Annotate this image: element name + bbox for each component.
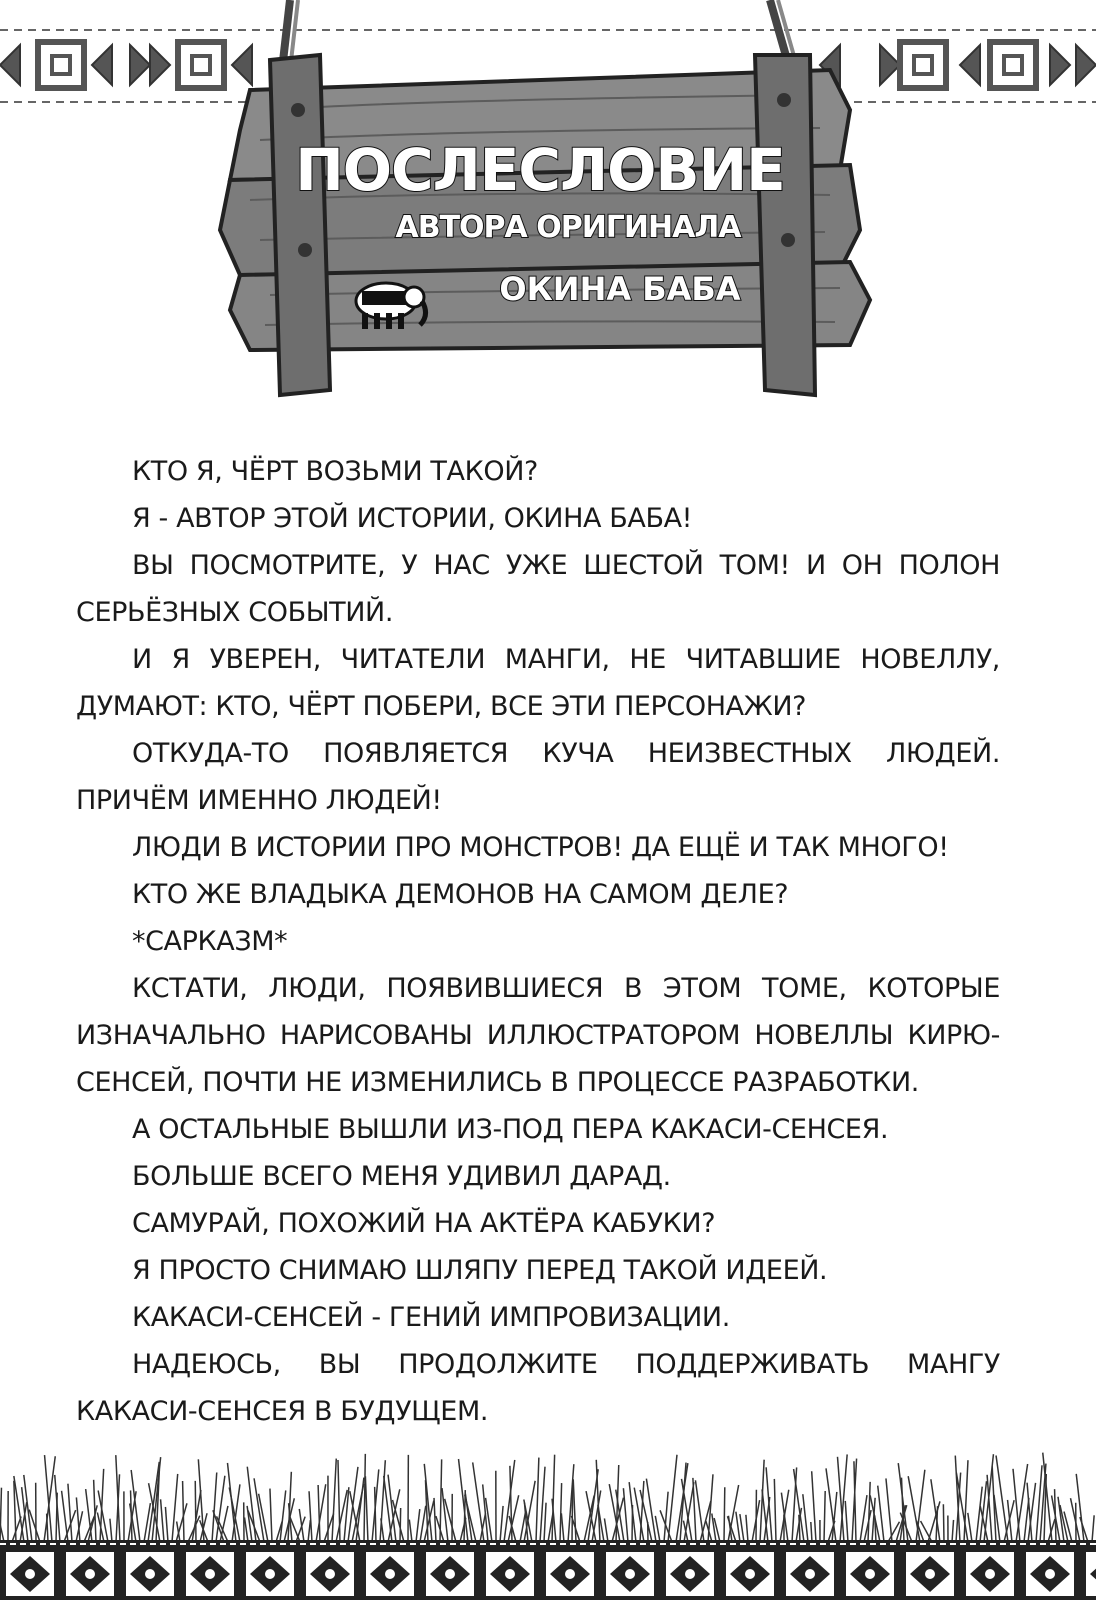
paragraph: Я - АВТОР ЭТОЙ ИСТОРИИ, ОКИНА БАБА!	[132, 503, 693, 534]
paragraph: КСТАТИ, ЛЮДИ, ПОЯВИВШИЕСЯ В ЭТОМ ТОМЕ, КОТОРЫЕ ИЗНАЧАЛЬНО НАРИСОВАНЫ ИЛЛЮСТРАТОРОМ НОВЕЛЛЫ КИРЮ-СЕНСЕЙ, ПОЧТИ НЕ ИЗМЕНИЛИСЬ В ПРОЦЕССЕ РАЗРАБОТКИ.	[76, 973, 1000, 1098]
paragraph: САМУРАЙ, ПОХОЖИЙ НА АКТЁРА КАБУКИ?	[132, 1208, 716, 1239]
paragraph: ЛЮДИ В ИСТОРИИ ПРО МОНСТРОВ! ДА ЕЩЁ И ТАК МНОГО!	[132, 832, 949, 863]
paragraph: ОТКУДА-ТО ПОЯВЛЯЕТСЯ КУЧА НЕИЗВЕСТНЫХ ЛЮДЕЙ. ПРИЧЁМ ИМЕННО ЛЮДЕЙ!	[76, 738, 1000, 816]
paragraph: ВЫ ПОСМОТРИТЕ, У НАС УЖЕ ШЕСТОЙ ТОМ! И ОН ПОЛОН СЕРЬЁЗНЫХ СОБЫТИЙ.	[76, 550, 1000, 628]
page-title: ПОСЛЕСЛОВИЕ	[295, 136, 785, 204]
paragraph: НАДЕЮСЬ, ВЫ ПРОДОЛЖИТЕ ПОДДЕРЖИВАТЬ МАНГУ КАКАСИ-СЕНСЕЯ В БУДУЩЕМ.	[76, 1349, 1000, 1427]
elephant-icon	[352, 275, 432, 335]
paragraph: И Я УВЕРЕН, ЧИТАТЕЛИ МАНГИ, НЕ ЧИТАВШИЕ НОВЕЛЛУ, ДУМАЮТ: КТО, ЧЁРТ ПОБЕРИ, ВСЕ ЭТИ ПЕРСОНАЖИ?	[76, 644, 1000, 722]
paragraph: КТО Я, ЧЁРТ ВОЗЬМИ ТАКОЙ?	[132, 456, 538, 487]
paragraph: КАКАСИ-СЕНСЕЙ - ГЕНИЙ ИМПРОВИЗАЦИИ.	[132, 1302, 730, 1333]
paragraph: Я ПРОСТО СНИМАЮ ШЛЯПУ ПЕРЕД ТАКОЙ ИДЕЕЙ.	[132, 1255, 828, 1286]
paragraph: БОЛЬШЕ ВСЕГО МЕНЯ УДИВИЛ ДАРАД.	[132, 1161, 671, 1192]
bottom-grass-border	[0, 1440, 1096, 1600]
wooden-sign	[210, 0, 890, 400]
paragraph: А ОСТАЛЬНЫЕ ВЫШЛИ ИЗ-ПОД ПЕРА КАКАСИ-СЕНСЕЯ.	[132, 1114, 889, 1145]
author-name: ОКИНА БАБА	[499, 270, 741, 308]
afterword-text	[76, 448, 1000, 1435]
paragraph: КТО ЖЕ ВЛАДЫКА ДЕМОНОВ НА САМОМ ДЕЛЕ?	[132, 879, 789, 910]
page-subtitle: АВТОРА ОРИГИНАЛА	[395, 210, 741, 245]
paragraph: *САРКАЗМ*	[132, 926, 288, 957]
